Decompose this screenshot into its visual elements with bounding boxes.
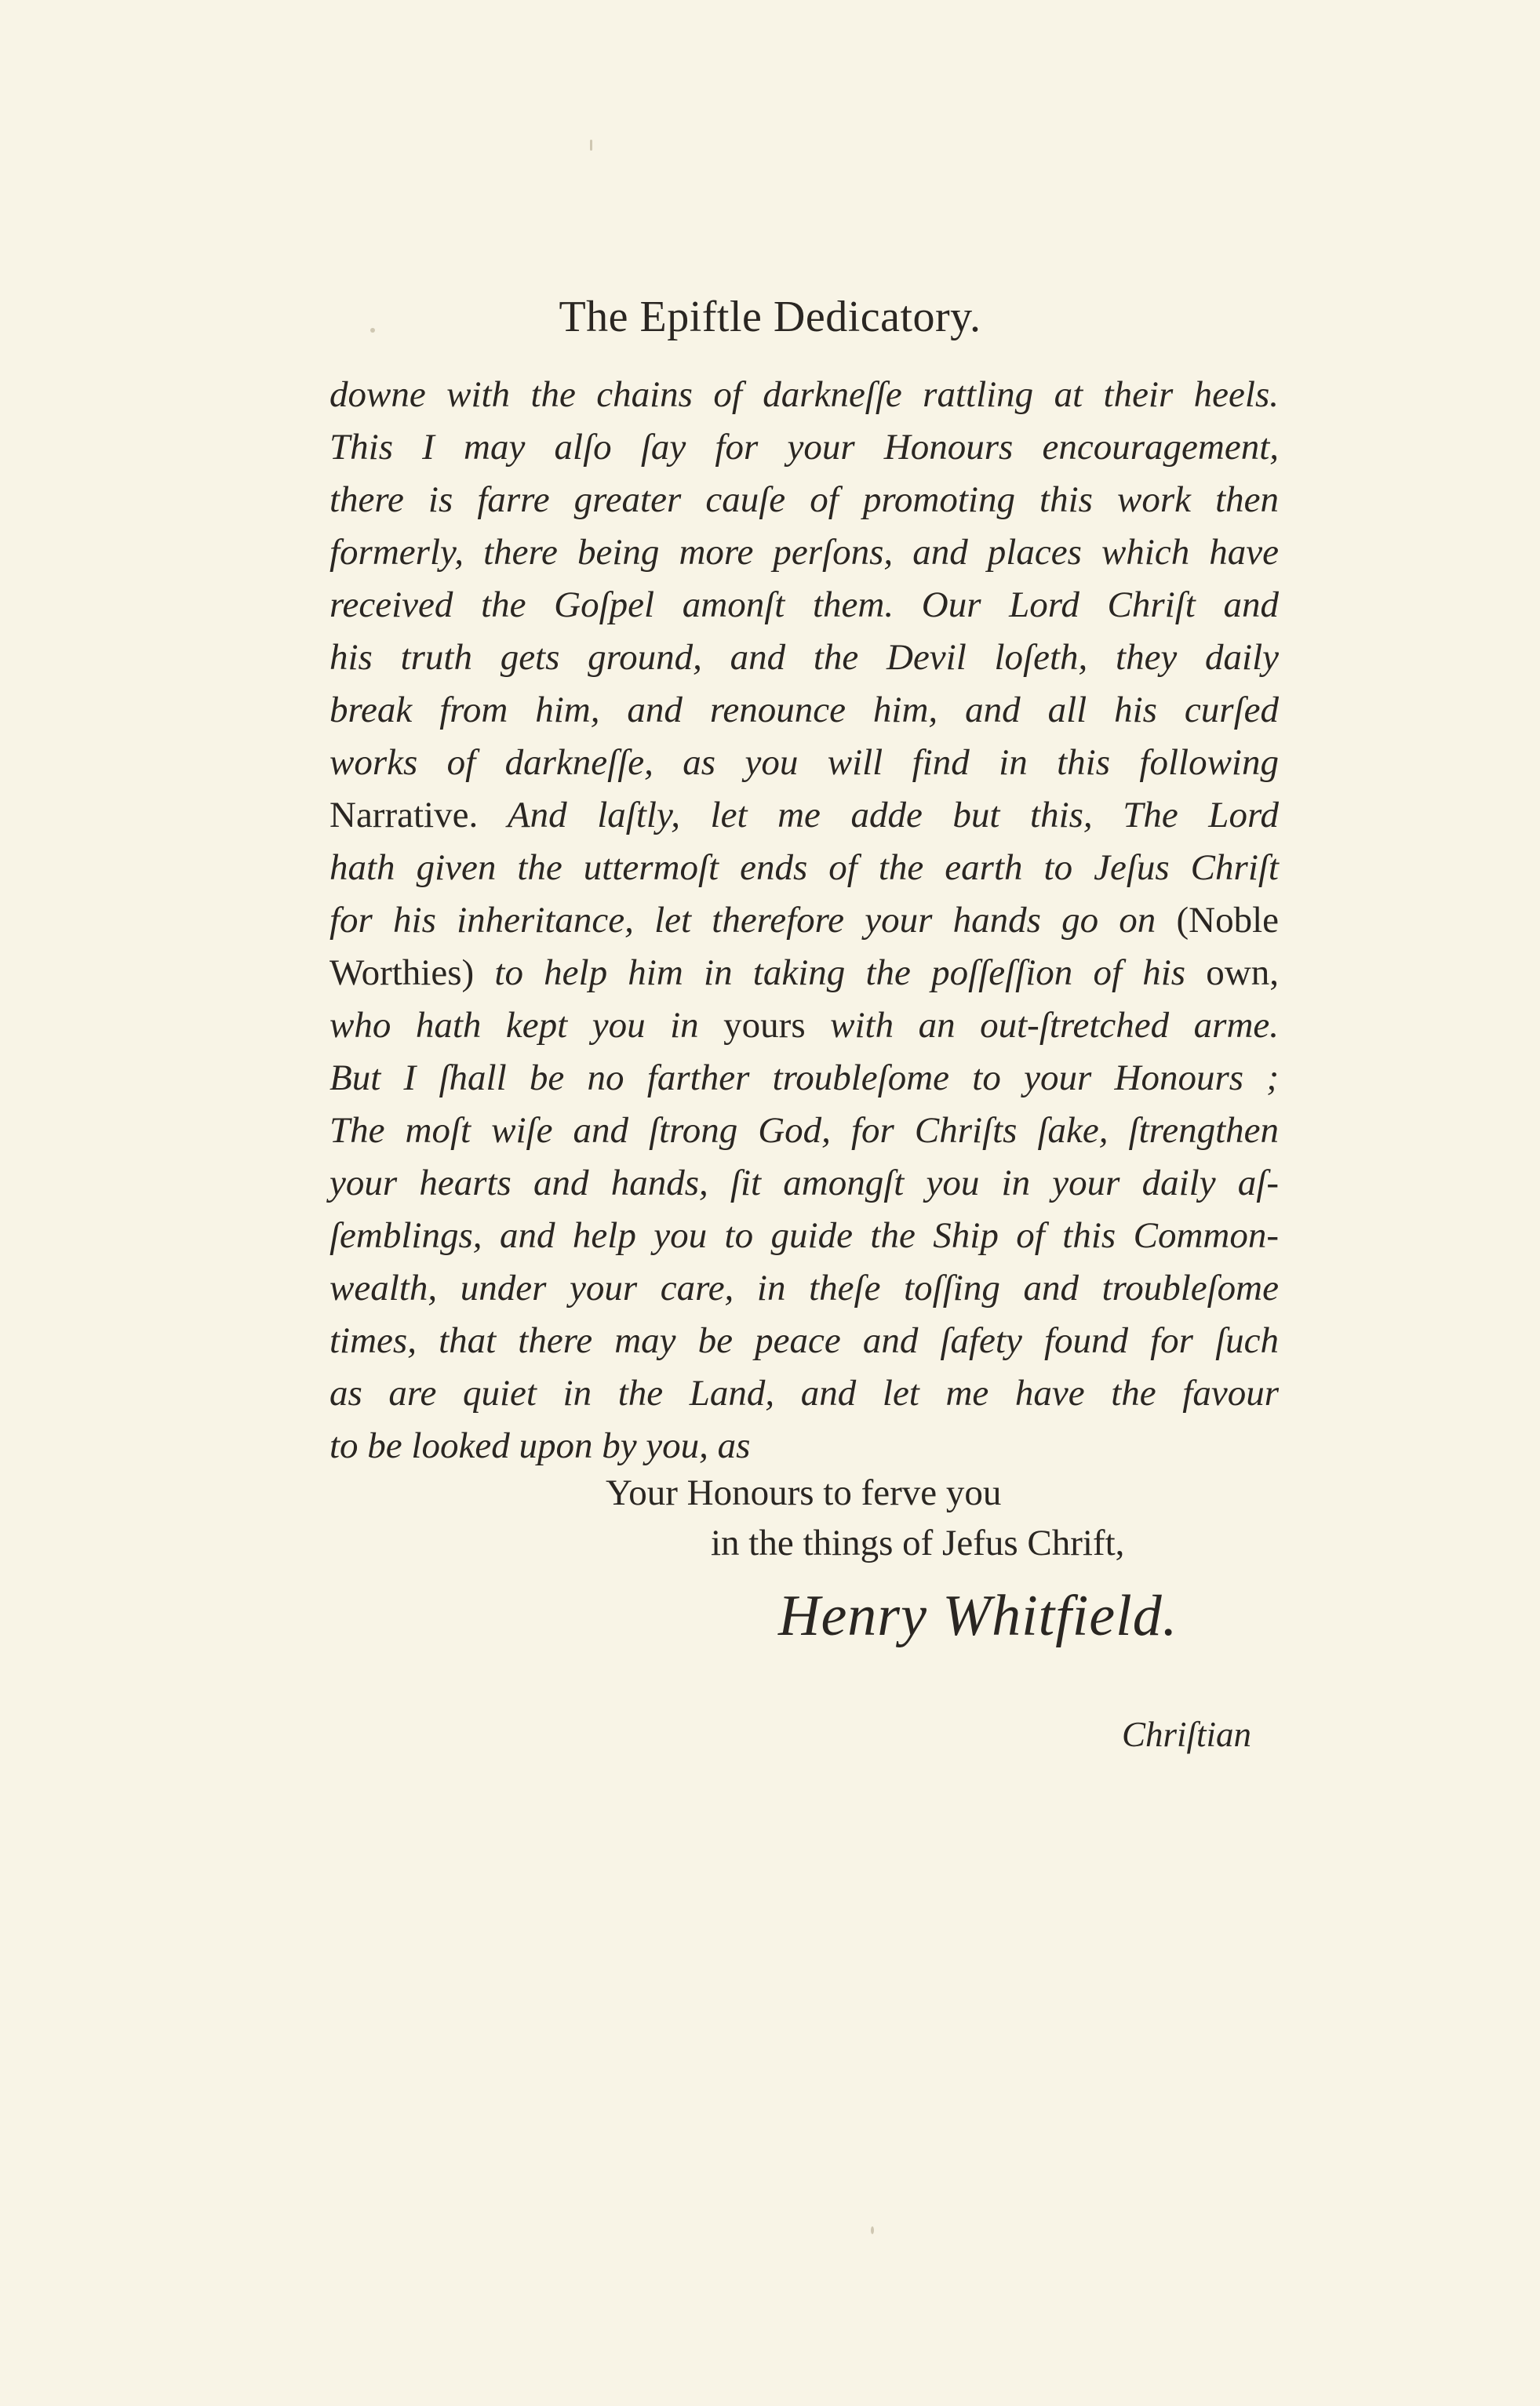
closing-line-1: Your Honours to ferve you [606,1472,1002,1513]
line-segment: ſemblings, and help you to guide the Ship of this Common- [329,1215,1279,1256]
catchword: Chriſtian [1122,1715,1252,1754]
line-segment: works of darkneſſe, as you will find in this following [329,742,1279,783]
line-segment: for his inheritance, let therefore your hands go on [329,900,1177,941]
line-segment: Narrative. [329,795,479,835]
line-segment: And laſtly, let me adde but this, The Lord [478,795,1279,835]
body-line [329,1157,1279,1210]
line-segment: with an out-ſtretched arme. [805,1005,1279,1046]
line-segment: break from him, and renounce him, and all his curſed [329,690,1279,730]
body-line [329,947,1279,999]
line-segment: But I ſhall be no farther troubleſome to your Honours ; [329,1057,1279,1098]
line-segment: there is farre greater cauſe of promoting this work then [329,479,1279,520]
body-line [329,842,1279,894]
line-segment: wealth, under your care, in theſe toſſing and troubleſome [329,1268,1279,1309]
running-head: The Epiftle Dedicatory. [559,293,981,341]
line-segment: times, that there may be peace and ſafety found for ſuch [329,1320,1279,1361]
body-line [329,1210,1279,1262]
line-segment: hath given the uttermoſt ends of the earth to Jeſus Chriſt [329,847,1279,888]
body-line [329,1420,1279,1472]
body-line [329,684,1279,737]
line-segment: Worthies) [329,952,495,993]
line-segment: downe with the chains of darkneſſe rattling at their heels. [329,374,1279,415]
line-segment: own, [1206,952,1279,993]
body-line [329,737,1279,789]
body-line [329,1105,1279,1157]
line-segment: formerly, there being more perſons, and places which have [329,532,1279,573]
body-line [329,421,1279,474]
signature: Henry Whitfield. [778,1584,1178,1648]
body-line [329,632,1279,684]
body-line [329,474,1279,526]
closing-line-2: in the things of Jefus Chrift, [711,1523,1125,1563]
line-segment: This I may alſo ſay for your Honours encouragement, [329,427,1279,468]
line-segment: his truth gets ground, and the Devil loſeth, they daily [329,637,1279,678]
page-speck [871,2226,874,2234]
line-segment: to help him in taking the poſſeſſion of his [494,952,1207,993]
page-speck [590,140,592,151]
line-segment: received the Goſpel amonſt them. Our Lord Chriſt and [329,584,1279,625]
body-line [329,1052,1279,1105]
line-segment: as are quiet in the Land, and let me have the favour [329,1373,1279,1414]
line-segment: who hath kept you in [329,1005,724,1046]
body-line [329,579,1279,632]
body-line [329,526,1279,579]
body-line [329,1367,1279,1420]
body-text [329,369,1279,1472]
body-line [329,369,1279,421]
line-segment: to be looked upon by you, as [329,1425,751,1466]
body-line [329,894,1279,947]
line-segment: The moſt wiſe and ſtrong God, for Chriſts ſake, ſtrengthen [329,1110,1279,1151]
body-line [329,1262,1279,1315]
line-segment: your hearts and hands, ſit amongſt you in your daily aſ- [329,1163,1279,1203]
body-line [329,1315,1279,1367]
line-segment: yours [723,1005,806,1046]
body-line [329,789,1279,842]
body-line [329,999,1279,1052]
line-segment: (Noble [1176,900,1279,941]
